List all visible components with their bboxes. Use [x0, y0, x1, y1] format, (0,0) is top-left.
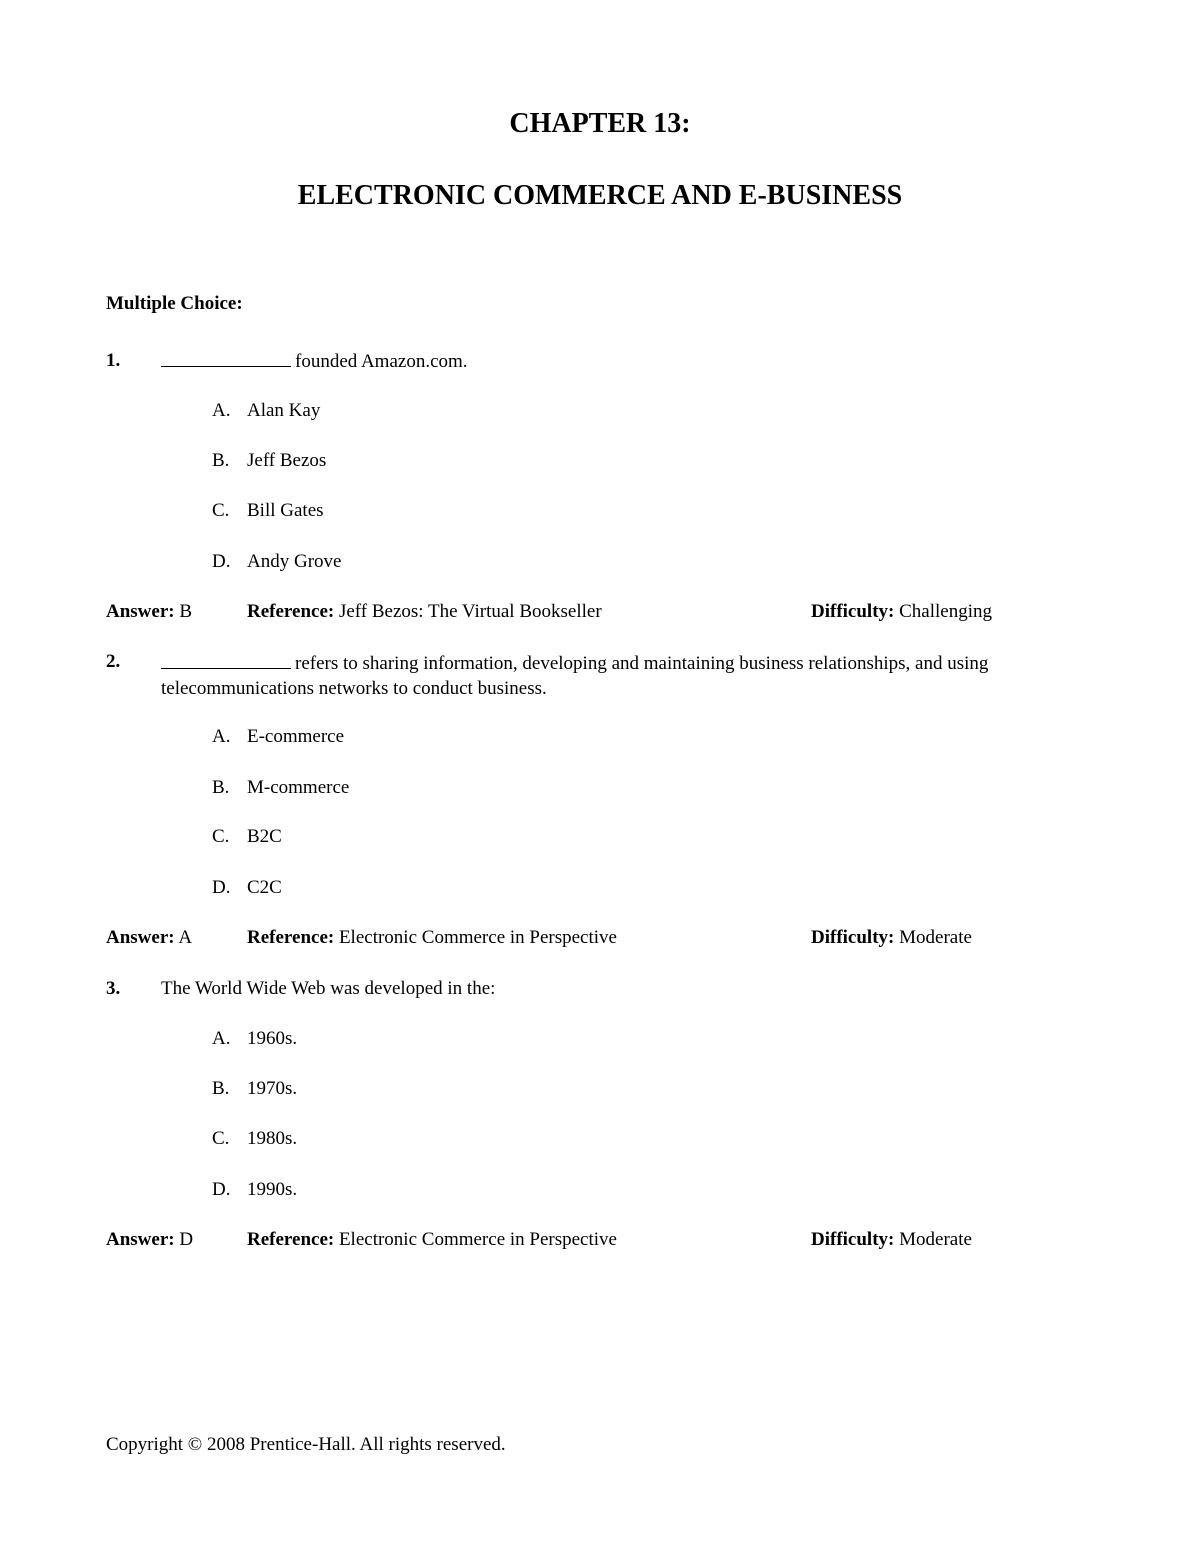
chapter-heading: CHAPTER 13: — [509, 108, 691, 139]
option-letter: C. — [212, 500, 230, 521]
option-letter: A. — [212, 400, 231, 421]
option-text: 1990s. — [247, 1179, 298, 1200]
question-text: founded Amazon.com. — [161, 348, 1111, 374]
option-letter: C. — [212, 826, 230, 847]
copyright-footer: Copyright © 2008 Prentice-Hall. All rights reserved. — [106, 1434, 506, 1455]
option-text: E-commerce — [247, 726, 345, 747]
question-number: 3. — [106, 978, 121, 999]
option-text: Bill Gates — [247, 500, 324, 521]
question-text: refers to sharing information, developing and maintaining business relationships, and using telecommunications networks to conduct business. — [161, 650, 1111, 701]
section-heading: Multiple Choice: — [106, 293, 243, 314]
answer: Answer: A — [106, 927, 193, 948]
option-letter: C. — [212, 1128, 230, 1149]
option-letter: B. — [212, 450, 230, 471]
difficulty: Difficulty: Moderate — [811, 1229, 972, 1250]
question-text: The World Wide Web was developed in the: — [161, 978, 496, 999]
option-text: 1970s. — [247, 1078, 298, 1099]
option-letter: B. — [212, 1078, 230, 1099]
option-text: C2C — [247, 877, 282, 898]
option-letter: D. — [212, 551, 231, 572]
option-text: 1960s. — [247, 1028, 298, 1049]
answer: Answer: D — [106, 1229, 194, 1250]
reference: Reference: Jeff Bezos: The Virtual Bookseller — [247, 601, 602, 622]
option-letter: D. — [212, 1179, 231, 1200]
option-letter: D. — [212, 877, 231, 898]
option-letter: B. — [212, 777, 230, 798]
option-text: Andy Grove — [247, 551, 342, 572]
difficulty: Difficulty: Moderate — [811, 927, 972, 948]
option-letter: A. — [212, 1028, 231, 1049]
option-text: B2C — [247, 826, 282, 847]
option-text: Jeff Bezos — [247, 450, 327, 471]
option-text: M-commerce — [247, 777, 350, 798]
reference: Reference: Electronic Commerce in Perspective — [247, 1229, 617, 1250]
question-number: 1. — [106, 350, 121, 371]
option-letter: A. — [212, 726, 231, 747]
option-text: Alan Kay — [247, 400, 321, 421]
answer: Answer: B — [106, 601, 193, 622]
answer-blank — [161, 650, 291, 669]
answer-blank — [161, 348, 291, 367]
question-number: 2. — [106, 651, 121, 672]
difficulty: Difficulty: Challenging — [811, 601, 993, 622]
option-text: 1980s. — [247, 1128, 298, 1149]
reference: Reference: Electronic Commerce in Perspective — [247, 927, 617, 948]
chapter-title: ELECTRONIC COMMERCE AND E-BUSINESS — [297, 180, 903, 211]
